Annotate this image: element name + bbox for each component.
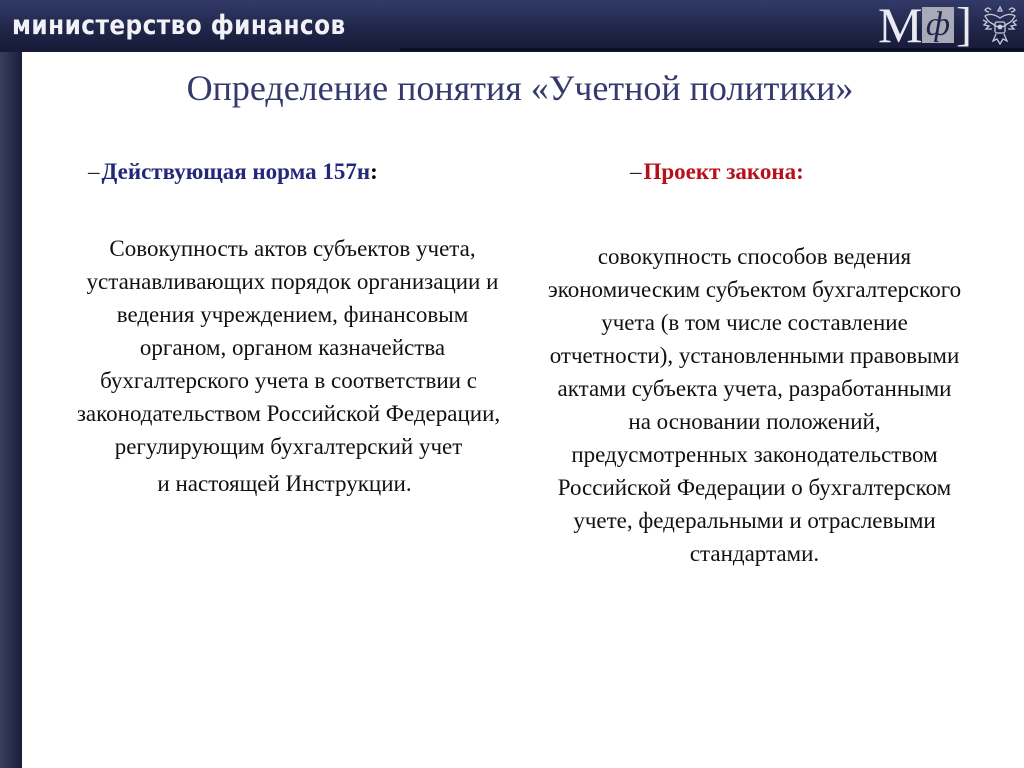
right-heading-text: Проект закона: xyxy=(643,159,804,184)
left-heading-dash: – xyxy=(88,159,100,184)
left-column-heading xyxy=(88,157,378,187)
right-column-heading xyxy=(630,157,804,187)
right-column-body xyxy=(527,240,982,570)
ministry-logo xyxy=(878,0,976,53)
left-paragraph-3: и настоящей Инструкции. xyxy=(157,471,412,496)
page-title: Определение понятия «Учетной политики» xyxy=(186,68,854,108)
left-decorative-stripe xyxy=(0,0,22,768)
right-heading-dash: – xyxy=(630,159,642,184)
double-headed-eagle-emblem-icon xyxy=(981,4,1019,48)
left-heading-colon: : xyxy=(370,159,378,184)
logo-letter-m: М xyxy=(878,0,923,53)
left-column-body xyxy=(52,232,507,500)
header-bar xyxy=(0,0,1024,52)
ministry-name: министерство финансов xyxy=(12,10,346,41)
right-paragraph-1: совокупность способов ведения экономическим субъектом бухгалтерского учета (в том числе составление отчетности), установленными правовыми актами субъекта учета, разработанными на основании положений, предусмотренных законодательством Российской Федерации о бухгалтерском учете, федеральными и отраслевыми стандартами. xyxy=(547,244,962,566)
left-heading-text: Действующая норма 157н xyxy=(101,159,371,184)
left-paragraph-2: бухгалтерского учета в соответствии с законодательством Российской Федерации, регулирующим бухгалтерский учет xyxy=(76,368,501,459)
left-paragraph-1: Совокупность актов субъектов учета, устанавливающих порядок организации и ведения учреждением, финансовым органом, органом казначейства xyxy=(86,236,499,360)
logo-letter-f: ф xyxy=(922,7,954,43)
logo-bracket: ] xyxy=(956,0,972,51)
